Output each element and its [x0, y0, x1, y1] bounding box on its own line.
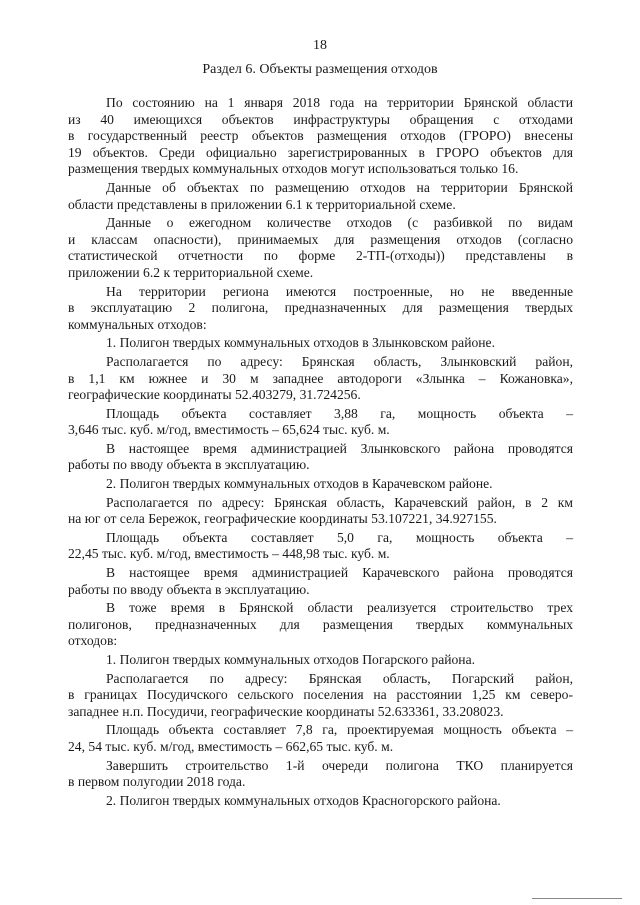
- text-line: В настоящее время администрацией Злынковского района проводятся: [106, 440, 573, 456]
- page-edge-mark: [532, 898, 622, 899]
- text-line: полигонов, предназначенных для размещения твердых коммунальных: [68, 616, 573, 632]
- text-line: В настоящее время администрацией Карачевского района проводятся: [106, 565, 573, 581]
- paragraph: [68, 793, 573, 810]
- text-line: Площадь объекта составляет 3,88 га, мощность объекта –: [106, 405, 573, 421]
- text-line: Данные о ежегодном количестве отходов (с разбивкой по видам: [106, 215, 573, 231]
- page-number: 18: [313, 38, 327, 53]
- text-line: в государственный реестр объектов размещения отходов (ГРОРО) внесены: [68, 128, 573, 144]
- text-line: области представлены в приложении 6.1 к территориальной схеме.: [68, 196, 456, 212]
- text-line: в границах Посудичского сельского поселения на расстоянии 1,25 км северо-: [68, 687, 573, 703]
- text-line: По состоянию на 1 января 2018 года на территории Брянской области: [106, 95, 573, 110]
- paragraph: [68, 95, 573, 178]
- paragraph: [68, 335, 573, 352]
- text-line: западнее н.п. Посудичи, географические координаты 52.633361, 33.208023.: [68, 703, 504, 719]
- paragraph: [68, 722, 573, 755]
- text-line: Располагается по адресу: Брянская область, Карачевский район, в 2 км: [106, 494, 573, 510]
- paragraph: [68, 565, 573, 598]
- text-line: 1. Полигон твердых коммунальных отходов в Злынковском районе.: [106, 335, 495, 351]
- text-line: отходов:: [68, 633, 118, 649]
- text-line: в 1,1 км южнее и 30 м западнее автодороги «Злынка – Кожановка»,: [68, 370, 573, 386]
- text-line: 24, 54 тыс. куб. м/год, вместимость – 662,65 тыс. куб. м.: [68, 738, 394, 754]
- paragraph: [68, 652, 573, 669]
- paragraph: [68, 476, 573, 493]
- paragraph: [68, 406, 573, 439]
- text-line: Завершить строительство 1-й очереди полигона ТКО планируется: [106, 757, 573, 773]
- paragraph: [68, 284, 573, 334]
- section-title: Раздел 6. Объекты размещения отходов: [202, 62, 438, 77]
- paragraph: [68, 758, 573, 791]
- text-line: в первом полугодии 2018 года.: [68, 774, 246, 790]
- text-line: работы по вводу объекта в эксплуатацию.: [68, 581, 310, 597]
- text-line: В тоже время в Брянской области реализуется строительство трех: [106, 600, 573, 616]
- text-line: статистической отчетности по форме 2-ТП-(отходы)) представлены в: [68, 248, 573, 264]
- text-line: На территории региона имеются построенные, но не введенные: [106, 283, 573, 299]
- paragraph: [68, 671, 573, 721]
- text-line: 22,45 тыс. куб. м/год, вместимость – 448,98 тыс. куб. м.: [68, 546, 390, 562]
- text-line: 19 объектов. Среди официально зарегистрированных в ГРОРО объектов для: [68, 144, 573, 160]
- text-line: Площадь объекта составляет 7,8 га, проектируемая мощность объекта –: [106, 722, 573, 738]
- text-line: 2. Полигон твердых коммунальных отходов в Карачевском районе.: [106, 476, 493, 492]
- document-body: [68, 95, 573, 811]
- text-line: географические координаты 52.403279, 31.724256.: [68, 387, 361, 403]
- text-line: размещения твердых коммунальных отходов могут использоваться только 16.: [68, 161, 519, 177]
- text-line: из 40 имеющихся объектов инфраструктуры обращения с отходами: [68, 111, 573, 127]
- paragraph: [68, 530, 573, 563]
- paragraph: [68, 215, 573, 281]
- text-line: в эксплуатацию 2 полигона, предназначенных для размещения твердых: [68, 300, 573, 316]
- text-line: работы по вводу объекта в эксплуатацию.: [68, 457, 310, 473]
- text-line: 2. Полигон твердых коммунальных отходов Красногорского района.: [106, 792, 501, 808]
- text-line: и классам опасности), принимаемых для размещения отходов (согласно: [68, 231, 573, 247]
- text-line: коммунальных отходов:: [68, 316, 207, 332]
- text-line: 1. Полигон твердых коммунальных отходов Погарского района.: [106, 652, 476, 667]
- paragraph: [68, 354, 573, 404]
- text-line: Данные об объектах по размещению отходов на территории Брянской: [106, 179, 573, 195]
- text-line: Располагается по адресу: Брянская область, Злынковский район,: [106, 353, 573, 369]
- paragraph: [68, 495, 573, 528]
- text-line: Располагается по адресу: Брянская область, Погарский район,: [106, 670, 573, 686]
- text-line: Площадь объекта составляет 5,0 га, мощность объекта –: [106, 529, 573, 545]
- text-line: приложении 6.2 к территориальной схеме.: [68, 264, 314, 280]
- text-line: на юг от села Бережок, географические координаты 53.107221, 34.927155.: [68, 511, 497, 527]
- text-line: 3,646 тыс. куб. м/год, вместимость – 65,624 тыс. куб. м.: [68, 422, 390, 438]
- paragraph: [68, 600, 573, 650]
- paragraph: [68, 441, 573, 474]
- paragraph: [68, 180, 573, 213]
